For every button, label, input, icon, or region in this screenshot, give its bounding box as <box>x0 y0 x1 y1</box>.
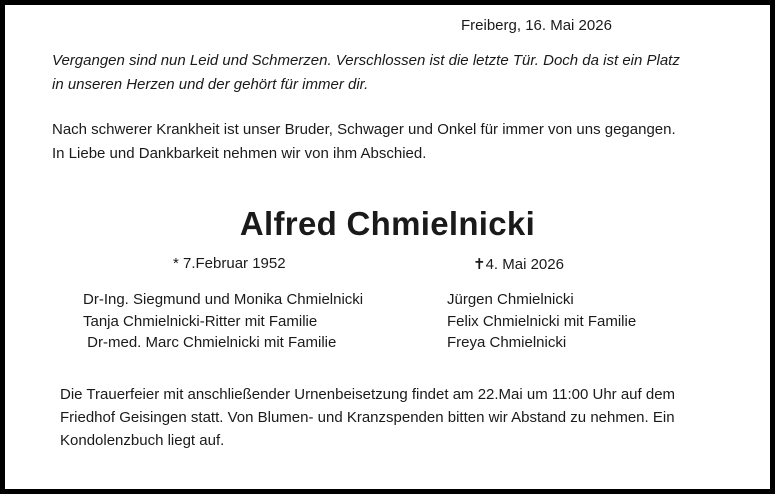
poem-line: Vergangen sind nun Leid und Schmerzen. Verschlossen ist die letzte Tür. Doch da ist ein Platz <box>52 52 680 69</box>
arrangements-line: Kondolenzbuch liegt auf. <box>60 432 225 449</box>
funeral-arrangements <box>60 383 675 452</box>
arrangements-line: Die Trauerfeier mit anschließender Urnenbeisetzung findet am 22.Mai um 11:00 Uhr auf dem <box>60 386 676 403</box>
poem-verse <box>52 49 680 97</box>
mourners-list-left <box>83 289 363 354</box>
place-date: Freiberg, 16. Mai 2026 <box>461 17 612 34</box>
announcement-line: Nach schwerer Krankheit ist unser Bruder, Schwager und Onkel für immer von uns gegangen. <box>52 121 676 138</box>
arrangements-line: Friedhof Geisingen statt. Von Blumen- und Kranzspenden bitten wir Abstand zu nehmen. Ein <box>60 409 675 426</box>
mourner-entry: Freya Chmielnicki <box>447 334 567 351</box>
birth-date: * 7.Februar 1952 <box>173 255 286 272</box>
mourner-entry: Felix Chmielnicki mit Familie <box>447 312 637 330</box>
poem-line: in unseren Herzen und der gehört für immer dir. <box>52 76 369 93</box>
mourner-entry: Dr-Ing. Siegmund und Monika Chmielnicki <box>83 291 364 308</box>
deceased-name: Alfred Chmielnicki <box>239 205 536 242</box>
mourners-list-right <box>447 289 636 354</box>
death-date: ✝4. Mai 2026 <box>473 256 564 273</box>
announcement-line: In Liebe und Dankbarkeit nehmen wir von ihm Abschied. <box>52 145 427 162</box>
mourner-entry: Jürgen Chmielnicki <box>447 291 574 308</box>
announcement-text <box>52 118 676 166</box>
mourner-entry: Tanja Chmielnicki-Ritter mit Familie <box>83 312 318 330</box>
mourner-entry: Dr-med. Marc Chmielnicki mit Familie <box>83 334 337 351</box>
